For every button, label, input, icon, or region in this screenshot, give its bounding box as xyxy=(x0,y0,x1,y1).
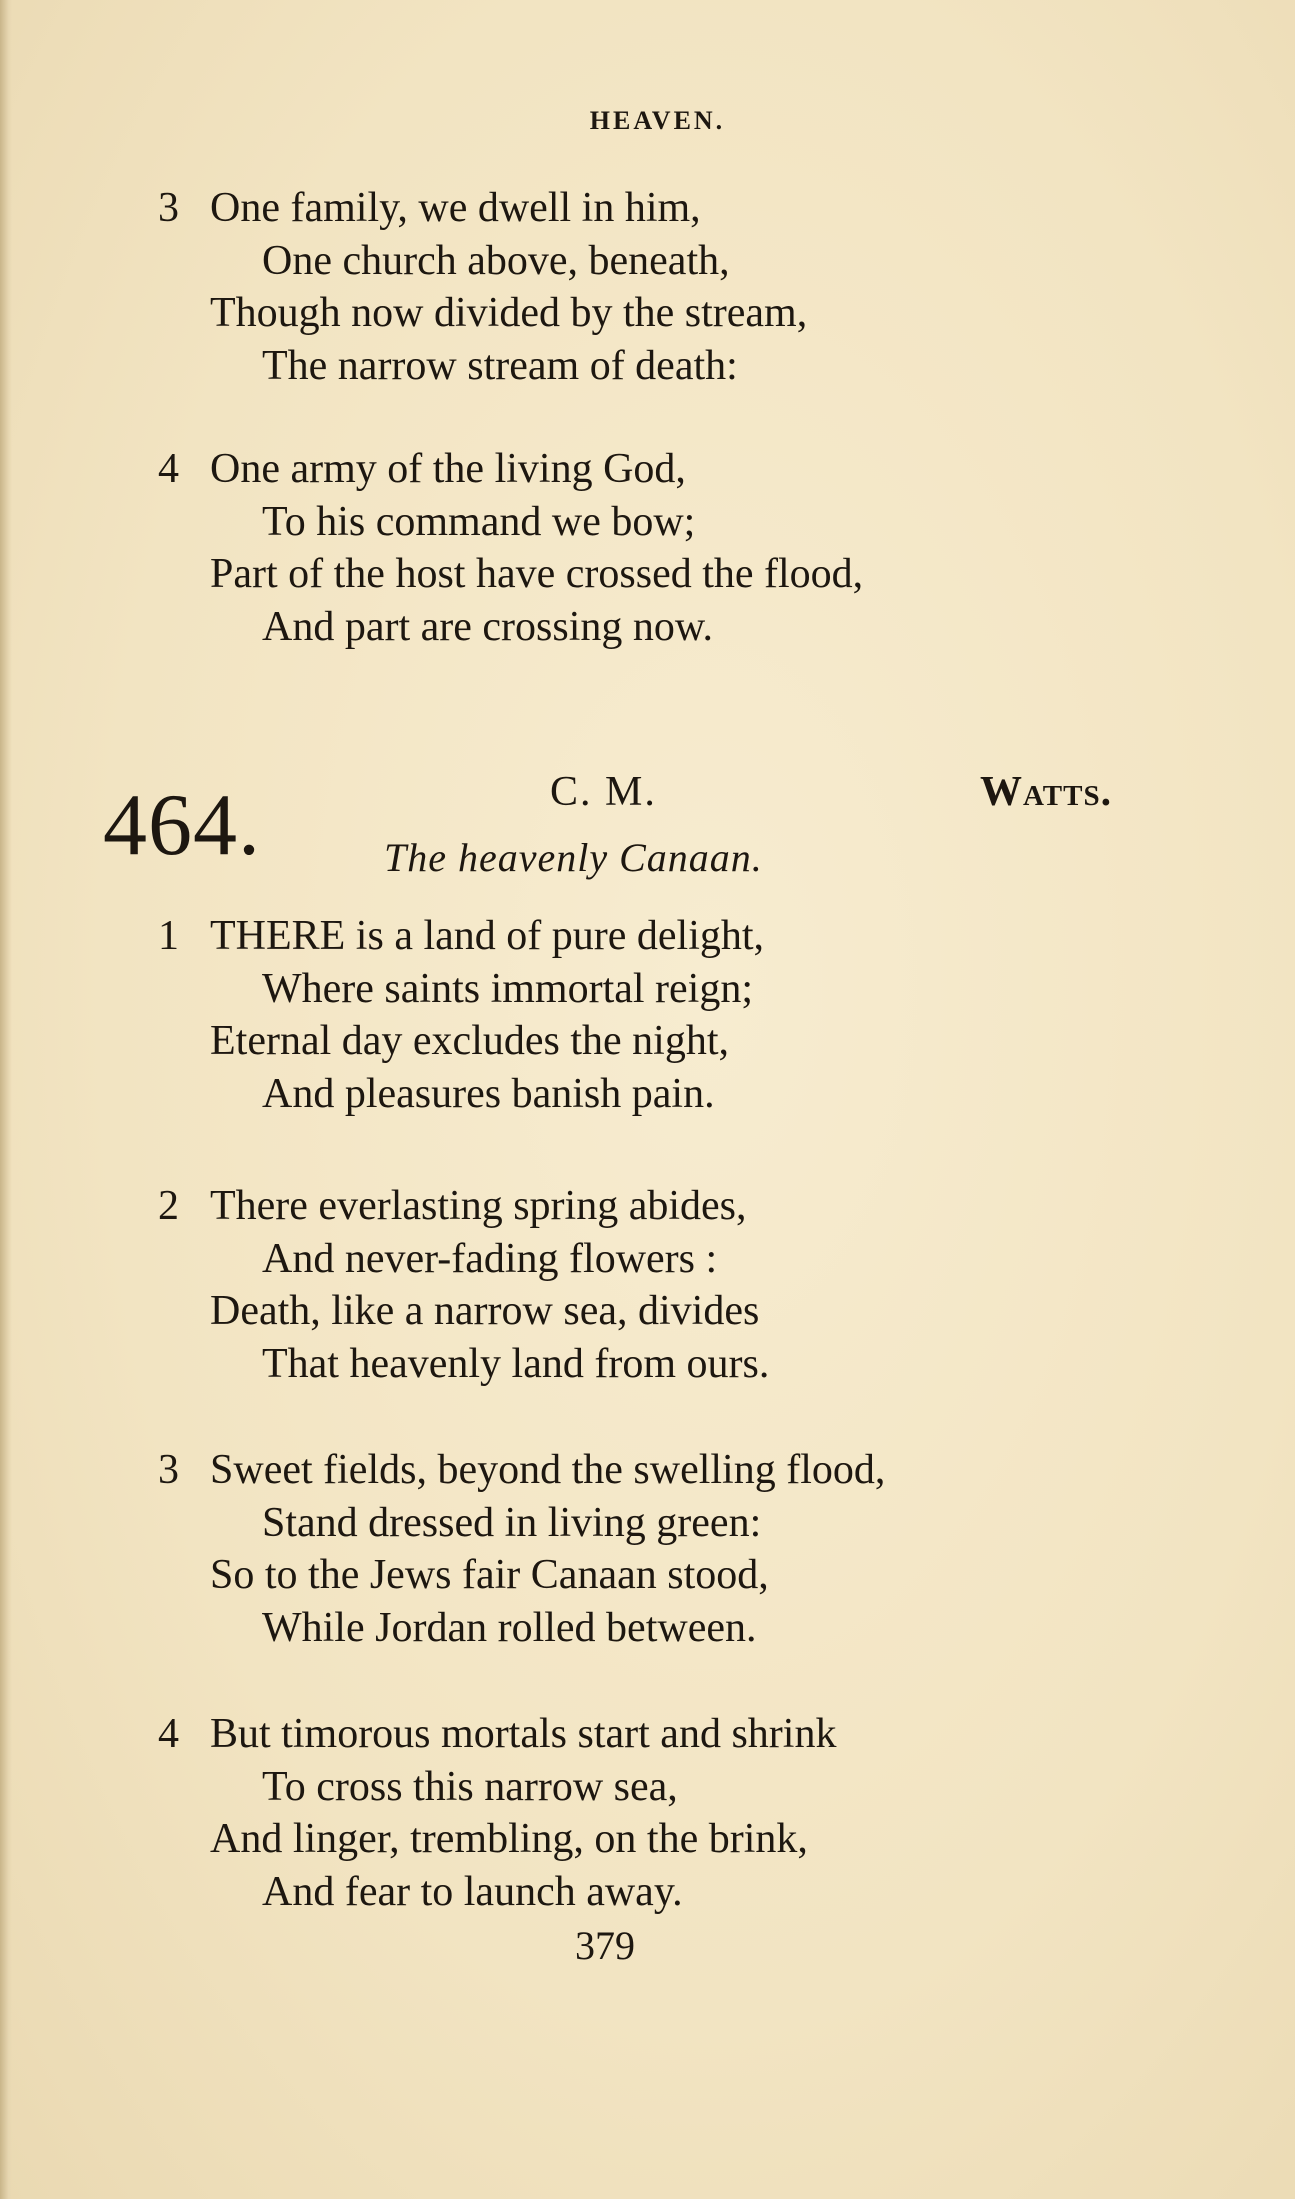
verse-text: One family, we dwell in him, xyxy=(210,185,701,231)
stanza-line: And part are crossing now. xyxy=(262,603,713,650)
verse-text: THERE is a land of pure delight, xyxy=(210,913,765,959)
hymn-author: Watts. xyxy=(980,769,1113,815)
running-head: HEAVEN. xyxy=(589,106,726,135)
stanza-line xyxy=(158,443,863,496)
stanza-line xyxy=(158,1444,885,1497)
stanza-number: 3 xyxy=(158,1447,179,1493)
hymn-stanza-2 xyxy=(158,1180,769,1390)
stanza-number: 3 xyxy=(158,185,179,231)
hymn-stanza-1 xyxy=(158,910,764,1120)
stanza-line: To his command we bow; xyxy=(262,498,696,545)
stanza-number: 4 xyxy=(158,446,179,492)
stanza-line xyxy=(158,1180,769,1233)
stanza-line xyxy=(158,1708,836,1761)
stanza-line: And pleasures banish pain. xyxy=(262,1070,715,1117)
hymn-title: The heavenly Canaan. xyxy=(384,835,763,880)
stanza-line: Though now divided by the stream, xyxy=(210,290,808,336)
verse-text: Sweet fields, beyond the swelling flood, xyxy=(210,1447,886,1493)
page-number: 379 xyxy=(575,1923,635,1968)
stanza-line: While Jordan rolled between. xyxy=(262,1604,757,1651)
stanza-line: Part of the host have crossed the flood, xyxy=(210,551,864,597)
verse-text: One army of the living God, xyxy=(210,446,686,492)
stanza-line: Death, like a narrow sea, divides xyxy=(210,1288,760,1334)
stanza-line xyxy=(158,910,764,963)
stanza-line xyxy=(158,182,807,235)
stanza-number: 2 xyxy=(158,1183,179,1229)
stanza-line: So to the Jews fair Canaan stood, xyxy=(210,1552,769,1598)
stanza-line: Stand dressed in living green: xyxy=(262,1499,762,1546)
stanza-line: And fear to launch away. xyxy=(262,1868,683,1915)
page-edge xyxy=(0,0,12,2199)
stanza-line: And never-fading flowers : xyxy=(262,1235,718,1282)
prev-stanza-4 xyxy=(158,443,863,653)
stanza-number: 4 xyxy=(158,1711,179,1757)
stanza-line: Eternal day excludes the night, xyxy=(210,1018,729,1064)
hymn-stanza-3 xyxy=(158,1444,885,1654)
prev-stanza-3 xyxy=(158,182,807,392)
hymn-number: 464. xyxy=(103,777,261,874)
hymn-meter: C. M. xyxy=(550,769,657,815)
stanza-line: And linger, trembling, on the brink, xyxy=(210,1816,808,1862)
stanza-line: The narrow stream of death: xyxy=(262,342,738,389)
hymn-stanza-4 xyxy=(158,1708,836,1918)
verse-text: But timorous mortals start and shrink xyxy=(210,1711,837,1757)
stanza-line: That heavenly land from ours. xyxy=(262,1340,770,1387)
stanza-line: Where saints immortal reign; xyxy=(262,965,754,1012)
stanza-number: 1 xyxy=(158,913,179,959)
verse-text: There everlasting spring abides, xyxy=(210,1183,747,1229)
stanza-line: One church above, beneath, xyxy=(262,237,730,284)
stanza-line: To cross this narrow sea, xyxy=(262,1763,678,1810)
